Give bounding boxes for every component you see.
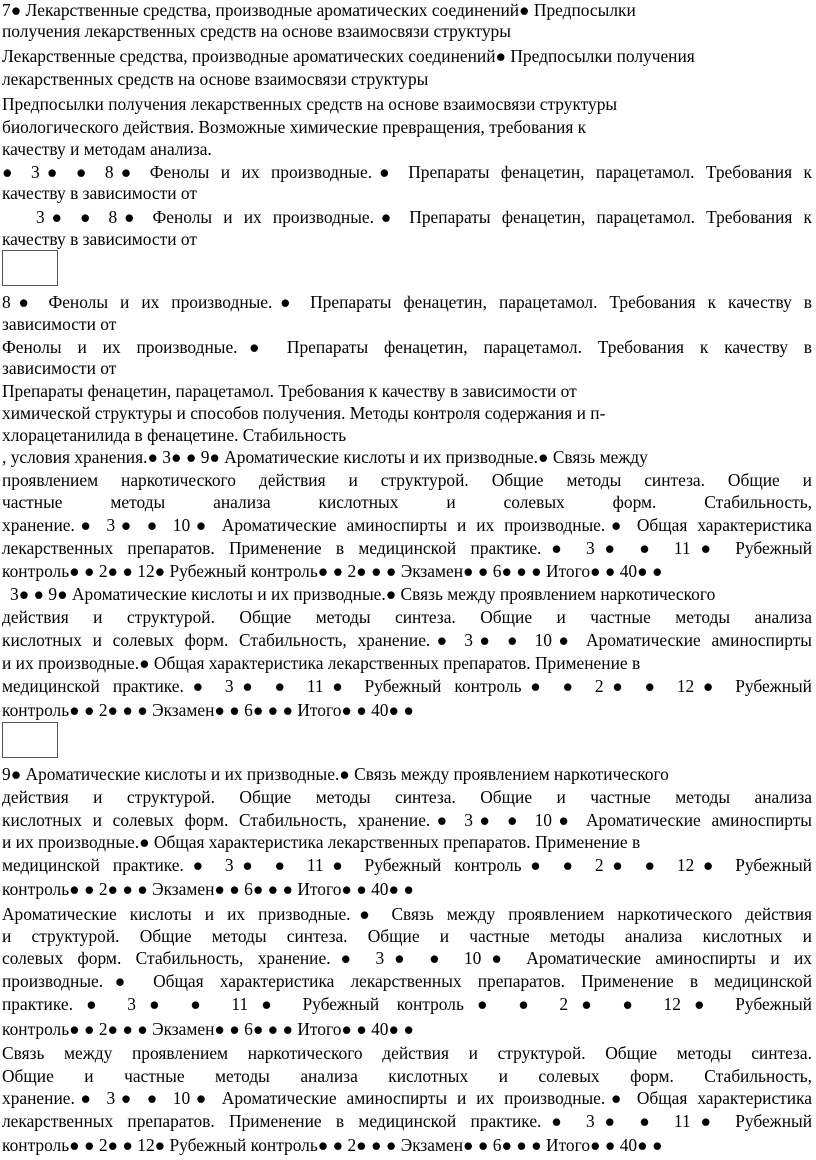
text-line: лекарственных препаратов. Применение в медицинской практике.● 3● ● 11● Рубежный (2, 538, 812, 558)
text-line: лекарственных средств на основе взаимосвязи структуры (2, 69, 429, 89)
text-line: практике.● 3● ● 11● Рубежный контроль● ● 2● ● 12● Рубежный (2, 994, 812, 1014)
text-line: действия и структурой. Общие методы синтеза. Общие и частные методы анализа (2, 607, 812, 627)
text-line: частные методы анализа кислотных и солевых форм. Стабильность, (2, 492, 812, 512)
text-line: Общие и частные методы анализа кислотных и солевых форм. Стабильность, (2, 1066, 812, 1086)
text-line: , условия хранения.● 3● ● 9● Ароматические кислоты и их призводные.● Связь между (2, 447, 648, 467)
text-line: 9● Ароматические кислоты и их призводные.● Связь между проявлением наркотического (2, 764, 669, 784)
text-line: Предпосылки получения лекарственных средств на основе взаимосвязи структуры (2, 94, 618, 114)
text-line: медицинской практике.● 3● ● 11● Рубежный контроль● ● 2● ● 12● Рубежный (2, 855, 812, 875)
text-line: контроль● ● 2● ● ● Экзамен● ● 6● ● ● Итого● ● 40● ● (2, 700, 414, 720)
text-line: 7● Лекарственные средства, производные ароматических соединений● Предпосылки (2, 0, 636, 20)
text-line: зависимости от (2, 314, 117, 334)
text-line: производные.● Общая характеристика лекарственных препаратов. Применение в медицинской (2, 971, 812, 991)
text-line: качеству в зависимости от (2, 229, 197, 249)
text-line: кислотных и солевых форм. Стабильность, хранение.● 3● ● 10● Ароматические аминоспирты (2, 630, 812, 650)
text-line: хранение.● 3● ● 10● Ароматические аминоспирты и их производные.● Общая характеристика (2, 1088, 812, 1108)
text-line: получения лекарственных средств на основе взаимосвязи структуры (2, 21, 511, 41)
text-line: химической структуры и способов получения. Методы контроля содержания и п- (2, 403, 606, 423)
text-line: Лекарственные средства, производные ароматических соединений● Предпосылки получения (2, 46, 695, 66)
text-line: Связь между проявлением наркотического действия и структурой. Общие методы синтеза. (2, 1043, 812, 1063)
empty-frame (2, 250, 58, 286)
text-line: контроль● ● 2● ● 12● Рубежный контроль● ● 2● ● ● Экзамен● ● 6● ● ● Итого● ● 40● ● (2, 561, 663, 581)
text-line: качеству в зависимости от (2, 183, 197, 203)
empty-frame (2, 722, 58, 758)
text-line: зависимости от (2, 358, 117, 378)
text-line: медицинской практике.● 3● ● 11● Рубежный контроль● ● 2● ● 12● Рубежный (2, 676, 812, 696)
text-line: хлорацетанилида в фенацетине. Стабильность (2, 425, 347, 445)
text-line: Фенолы и их производные.● Препараты фенацетин, парацетамол. Требования к качеству в (2, 337, 812, 357)
text-line: проявлением наркотического действия и структурой. Общие методы синтеза. Общие и (2, 470, 812, 490)
text-line: солевых форм. Стабильность, хранение.● 3● ● 10● Ароматические аминоспирты и их (2, 948, 812, 968)
text-line: кислотных и солевых форм. Стабильность, хранение.● 3● ● 10● Ароматические аминоспирты (2, 810, 812, 830)
text-line: качеству и методам анализа. (2, 139, 212, 159)
text-line: и их производные.● Общая характеристика лекарственных препаратов. Применение в (2, 653, 641, 673)
text-line: контроль● ● 2● ● ● Экзамен● ● 6● ● ● Итого● ● 40● ● (2, 1019, 414, 1039)
text-line: лекарственных препаратов. Применение в медицинской практике.● 3● ● 11● Рубежный (2, 1111, 812, 1131)
text-line: биологического действия. Возможные химические превращения, требования к (2, 117, 587, 137)
text-line: действия и структурой. Общие методы синтеза. Общие и частные методы анализа (2, 787, 812, 807)
text-line: 8● Фенолы и их производные.● Препараты фенацетин, парацетамол. Требования к качеству в (2, 292, 812, 312)
text-line: 3● ● 9● Ароматические кислоты и их призводные.● Связь между проявлением наркотического (10, 584, 716, 604)
text-line: Препараты фенацетин, парацетамол. Требования к качеству в зависимости от (2, 381, 577, 401)
text-line: ● 3● ● 8● Фенолы и их производные.● Препараты фенацетин, парацетамол. Требования к (2, 162, 812, 182)
text-line: Ароматические кислоты и их призводные.● Связь между проявлением наркотического действия (2, 904, 812, 924)
text-line: 3● ● 8● Фенолы и их производные.● Препараты фенацетин, парацетамол. Требования к (36, 207, 812, 227)
text-line: контроль● ● 2● ● 12● Рубежный контроль● ● 2● ● ● Экзамен● ● 6● ● ● Итого● ● 40● ● (2, 1135, 663, 1155)
text-line: и структурой. Общие методы синтеза. Общие и частные методы анализа кислотных и (2, 926, 812, 946)
text-line: хранение.● 3● ● 10● Ароматические аминоспирты и их производные.● Общая характеристика (2, 515, 812, 535)
text-line: и их производные.● Общая характеристика лекарственных препаратов. Применение в (2, 832, 641, 852)
text-line: контроль● ● 2● ● ● Экзамен● ● 6● ● ● Итого● ● 40● ● (2, 879, 414, 899)
